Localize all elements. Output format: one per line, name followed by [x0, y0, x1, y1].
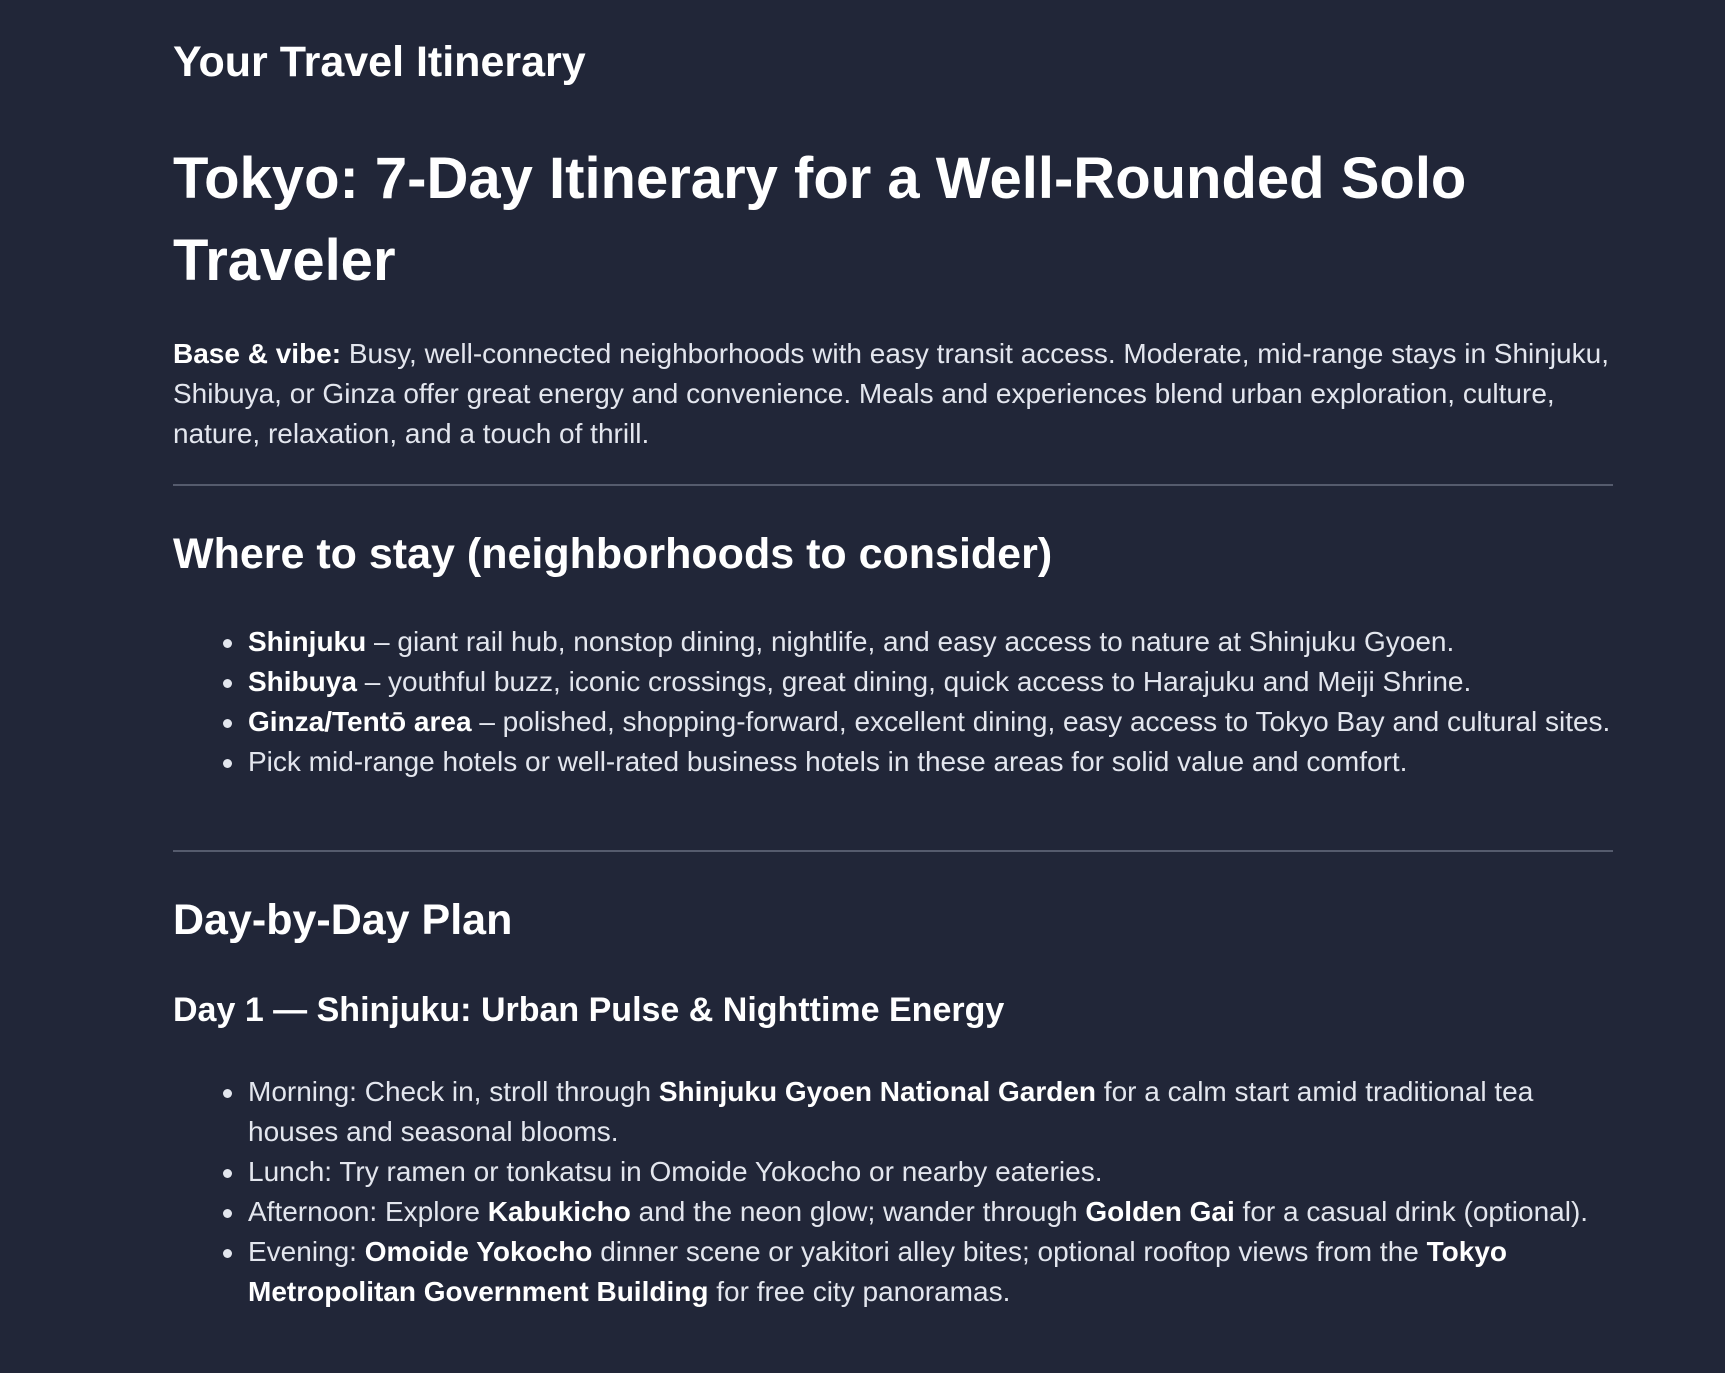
neighborhood-item-shibuya: [173, 662, 1613, 702]
lunch-activity: [173, 1152, 1613, 1192]
itinerary-title: Tokyo: 7-Day Itinerary for a Well-Rounded Solo Traveler: [173, 146, 1467, 293]
section-divider: [173, 484, 1613, 486]
evening-suffix: for free city panoramas.: [708, 1276, 1011, 1307]
afternoon-middle: and the neon glow; wander through: [630, 1196, 1086, 1227]
evening-activity: [173, 1232, 1613, 1312]
neighborhood-description: – youthful buzz, iconic crossings, great dining, quick access to Harajuku and Meiji Shrine.: [356, 666, 1472, 697]
section-divider: [173, 850, 1613, 852]
neighborhood-item-shinjuku: [173, 622, 1613, 662]
evening-prefix: Evening:: [248, 1236, 365, 1267]
neighborhood-name: Shibuya: [248, 666, 357, 697]
day-by-day-plan-heading: Day-by-Day Plan: [173, 896, 513, 944]
intro-label: Base & vibe:: [173, 338, 342, 369]
lunch-text: Lunch: Try ramen or tonkatsu in Omoide Yokocho or nearby eateries.: [248, 1156, 1103, 1187]
neighborhood-name: Shinjuku: [248, 626, 367, 657]
intro-text: Busy, well-connected neighborhoods with easy transit access. Moderate, mid-range stays in Shinjuku, Shibuya, or Ginza offer great energy and convenience. Meals and experiences blend urban exploration, culture, nature, relaxation, and a touch of thrill.: [173, 338, 1609, 449]
where-to-stay-heading: Where to stay (neighborhoods to consider): [173, 530, 1053, 578]
morning-activity: [173, 1072, 1613, 1152]
afternoon-place-1: Kabukicho: [487, 1196, 631, 1227]
evening-place-1: Omoide Yokocho: [364, 1236, 593, 1267]
evening-place-2: Tokyo Metropolitan Government Building: [248, 1236, 1508, 1307]
morning-place: Shinjuku Gyoen National Garden: [658, 1076, 1097, 1107]
evening-middle: dinner scene or yakitori alley bites; optional rooftop views from the: [592, 1236, 1427, 1267]
hotel-tip-item: [173, 742, 1613, 782]
hotel-tip-text: Pick mid-range hotels or well-rated business hotels in these areas for solid value and comfort.: [248, 746, 1408, 777]
app-title: Your Travel Itinerary: [173, 38, 586, 86]
neighborhood-list: [173, 622, 1613, 782]
neighborhood-item-ginza: [173, 702, 1613, 742]
morning-suffix: for a calm start amid traditional tea houses and seasonal blooms.: [248, 1076, 1534, 1147]
afternoon-prefix: Afternoon: Explore: [248, 1196, 488, 1227]
morning-prefix: Morning: Check in, stroll through: [248, 1076, 659, 1107]
day-1-heading: Day 1 — Shinjuku: Urban Pulse & Nighttime Energy: [173, 991, 1005, 1029]
afternoon-place-2: Golden Gai: [1085, 1196, 1235, 1227]
day-1-activity-list: [173, 1072, 1613, 1312]
neighborhood-description: – polished, shopping-forward, excellent dining, easy access to Tokyo Bay and cultural sites.: [471, 706, 1611, 737]
neighborhood-description: – giant rail hub, nonstop dining, nightlife, and easy access to nature at Shinjuku Gyoen.: [366, 626, 1455, 657]
afternoon-suffix: for a casual drink (optional).: [1234, 1196, 1589, 1227]
neighborhood-name: Ginza/Tentō area: [248, 706, 472, 737]
afternoon-activity: [173, 1192, 1613, 1232]
itinerary-intro: [173, 334, 1613, 454]
